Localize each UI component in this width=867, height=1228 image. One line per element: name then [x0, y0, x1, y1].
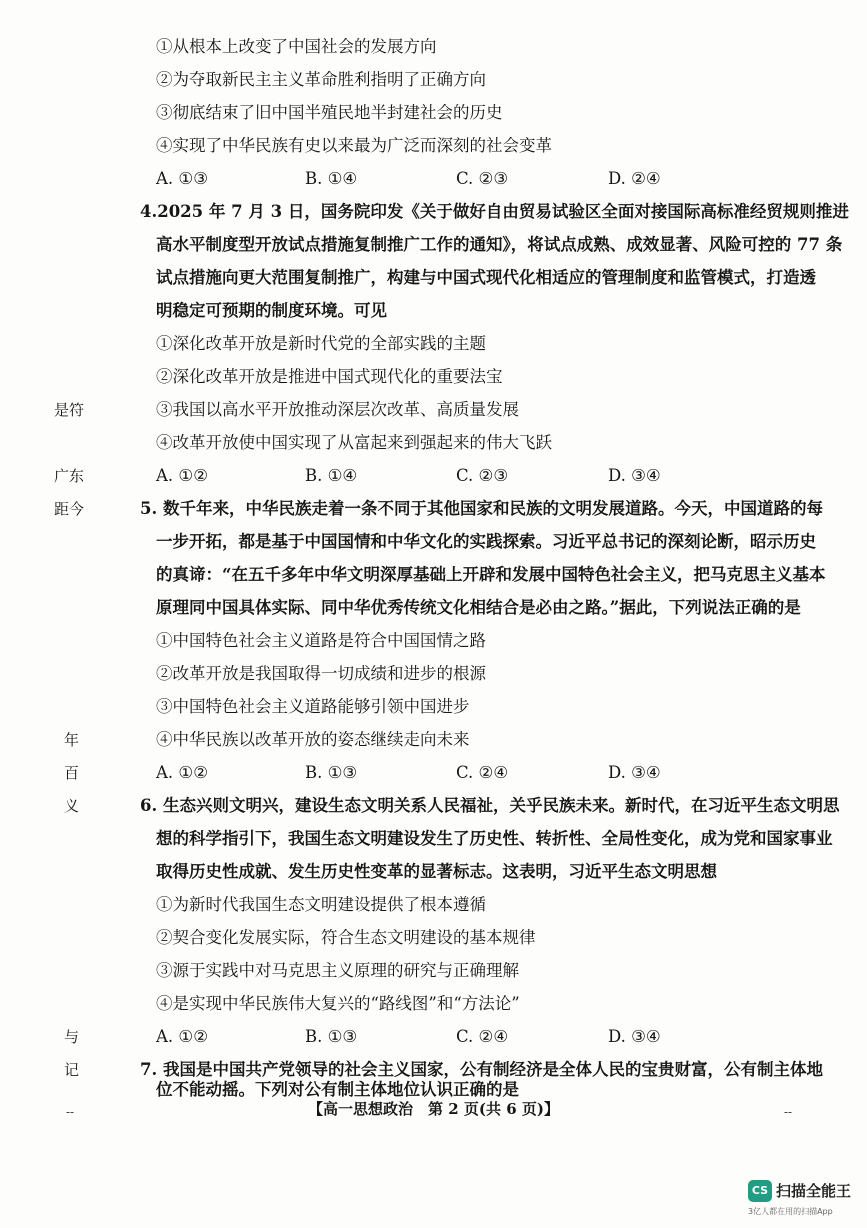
margin-fragment: 是符 [54, 401, 85, 419]
margin-fragment: 与 [64, 1028, 80, 1046]
q6-item-2: ②契合变化发展实际，符合生态文明建设的基本规律 [156, 928, 536, 947]
q4-option-b: B. ①④ [305, 466, 358, 485]
q5-stem-line-3: 的真谛：“在五千多年中华文明深厚基础上开辟和发展中国特色社会主义，把马克思主义基本 [156, 565, 826, 584]
q3-item-1: ①从根本上改变了中国社会的发展方向 [156, 37, 437, 56]
q4-item-1: ①深化改革开放是新时代党的全部实践的主题 [156, 334, 486, 353]
q6-item-3: ③源于实践中对马克思主义原理的研究与正确理解 [156, 961, 519, 980]
q6-item-1: ①为新时代我国生态文明建设提供了根本遵循 [156, 895, 486, 914]
footer-dash-left: -- [66, 1105, 75, 1119]
q3-item-2: ②为夺取新民主主义革命胜利指明了正确方向 [156, 70, 486, 89]
q5-stem-line-2: 一步开拓，都是基于中国国情和中华文化的实践探索。习近平总书记的深刻论断，昭示历史 [156, 532, 816, 551]
q3-option-b: B. ①④ [305, 169, 358, 188]
q6-option-d: D. ③④ [608, 1027, 661, 1046]
q3-item-3: ③彻底结束了旧中国半殖民地半封建社会的历史 [156, 103, 503, 122]
margin-fragment: 记 [64, 1061, 80, 1079]
margin-fragment: 广东 [54, 467, 85, 485]
margin-fragment: 距今 [54, 500, 85, 518]
q4-option-d: D. ③④ [608, 466, 661, 485]
scanner-tagline: 3亿人都在用的扫描App [748, 1207, 833, 1216]
q5-stem-line-4: 原理同中国具体实际、同中华优秀传统文化相结合是必由之路。”据此，下列说法正确的是 [156, 598, 801, 617]
q3-item-4: ④实现了中华民族有史以来最为广泛而深刻的社会变革 [156, 136, 552, 155]
q6-stem-line-1: 6. 生态兴则文明兴，建设生态文明关系人民福祉，关乎民族未来。新时代，在习近平生态文明思 [140, 796, 840, 815]
q7-stem-line-1: 7. 我国是中国共产党领导的社会主义国家，公有制经济是全体人民的宝贵财富，公有制主体地 [140, 1060, 823, 1079]
q5-item-1: ①中国特色社会主义道路是符合中国国情之路 [156, 631, 486, 650]
q5-option-c: C. ②④ [456, 763, 509, 782]
q5-option-a: A. ①② [156, 763, 208, 782]
q3-option-c: C. ②③ [456, 169, 509, 188]
q5-item-3: ③中国特色社会主义道路能够引领中国进步 [156, 697, 470, 716]
margin-fragment: 百 [64, 764, 80, 782]
q5-option-d: D. ③④ [608, 763, 661, 782]
q4-stem-line-4: 明稳定可预期的制度环境。可见 [156, 301, 387, 320]
margin-fragment: 义 [64, 797, 80, 815]
scanner-app-name: 扫描全能王 [776, 1182, 852, 1200]
q6-stem-line-2: 想的科学指引下，我国生态文明建设发生了历史性、转折性、全局性变化，成为党和国家事业 [156, 829, 833, 848]
q6-option-b: B. ①③ [305, 1027, 358, 1046]
page-footer: 【高一思想政治 第 2 页(共 6 页)】 [308, 1100, 559, 1118]
q4-stem-line-2: 高水平制度型开放试点措施复制推广工作的通知》，将试点成熟、成效显著、风险可控的 77 条 [156, 235, 843, 254]
q4-item-2: ②深化改革开放是推进中国式现代化的重要法宝 [156, 367, 503, 386]
q6-item-4: ④是实现中华民族伟大复兴的“路线图”和“方法论” [156, 994, 520, 1013]
q3-option-a: A. ①③ [156, 169, 208, 188]
q5-option-b: B. ①③ [305, 763, 358, 782]
q4-option-c: C. ②③ [456, 466, 509, 485]
q3-option-d: D. ②④ [608, 169, 661, 188]
q4-stem-line-3: 试点措施向更大范围复制推广，构建与中国式现代化相适应的管理制度和监管模式，打造透 [156, 268, 816, 287]
q4-item-4: ④改革开放使中国实现了从富起来到强起来的伟大飞跃 [156, 433, 552, 452]
q6-option-a: A. ①② [156, 1027, 208, 1046]
q7-stem-line-2: 位不能动摇。下列对公有制主体地位认识正确的是 [156, 1080, 519, 1099]
q4-item-3: ③我国以高水平开放推动深层次改革、高质量发展 [156, 400, 519, 419]
margin-fragment: 年 [64, 731, 80, 749]
q6-stem-line-3: 取得历史性成就、发生历史性变革的显著标志。这表明，习近平生态文明思想 [156, 862, 717, 881]
q4-option-a: A. ①② [156, 466, 208, 485]
camscanner-logo-icon: CS [748, 1180, 772, 1202]
q5-item-4: ④中华民族以改革开放的姿态继续走向未来 [156, 730, 470, 749]
q5-item-2: ②改革开放是我国取得一切成绩和进步的根源 [156, 664, 486, 683]
footer-dash-right: -- [784, 1105, 793, 1119]
q5-stem-line-1: 5. 数千年来，中华民族走着一条不同于其他国家和民族的文明发展道路。今天，中国道路的每 [140, 499, 823, 518]
q6-option-c: C. ②④ [456, 1027, 509, 1046]
q4-stem-line-1: 4.2025 年 7 月 3 日，国务院印发《关于做好自由贸易试验区全面对接国际高标准经贸规则推进 [140, 202, 849, 221]
